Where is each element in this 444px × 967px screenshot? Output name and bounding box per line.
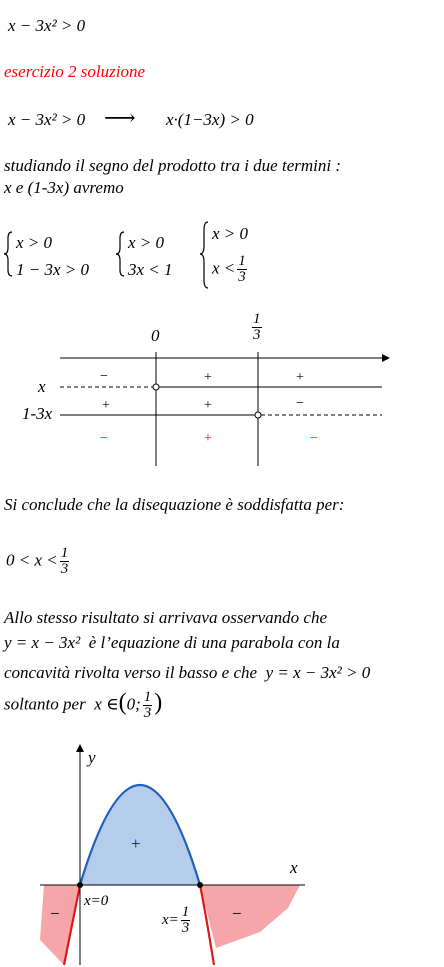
sys1-row2: 1 − 3x > 0 <box>16 260 89 279</box>
root-13 <box>197 882 203 888</box>
brace-2 <box>116 232 124 276</box>
conclusion: Si conclude che la disequazione è soddisfatta per: <box>4 495 345 514</box>
study-line-2: x e (1-3x) avremo <box>4 178 124 197</box>
parabola-line-3: concavità rivolta verso il basso e che y = x − 3x² > 0 <box>4 663 371 682</box>
f-sign-3: − <box>296 396 304 411</box>
solution: 0 < x < $\frac{1}{3}$ <box>6 545 69 577</box>
sys2-row2: 3x < 1 <box>128 260 173 279</box>
transform-left: x − 3x² > 0 <box>8 110 86 129</box>
y-axis-arrow <box>76 744 84 752</box>
prod-sign-2: + <box>204 431 212 446</box>
root-0-label: x=0 <box>84 893 109 909</box>
axis-arrow <box>382 354 390 362</box>
parabola-line-4: soltanto per x ∈(0; $\frac{1}{3}$ ) <box>4 689 163 721</box>
graph-minus-left: − <box>50 904 60 923</box>
x-sign-1: − <box>100 369 108 384</box>
graph-x-label: x <box>290 858 298 877</box>
f-sign-2: + <box>204 398 212 413</box>
neg-region-left <box>40 885 80 965</box>
parabola-line-1: Allo stesso risultato si arrivava osservando che <box>4 608 327 627</box>
point-0: 0 <box>151 326 160 345</box>
sys3-row2: x < $\frac{1}{3}$ <box>212 253 246 285</box>
sys3-row1: x > 0 <box>212 224 249 243</box>
x-sign-2: + <box>204 370 212 385</box>
root-0 <box>77 882 83 888</box>
x-zero-circle <box>153 384 159 390</box>
f-sign-1: + <box>102 398 110 413</box>
prod-sign-3: − <box>310 431 318 446</box>
x-sign-3: + <box>296 370 304 385</box>
row-1m3x-label: 1-3x <box>22 404 53 423</box>
graph-minus-right: − <box>232 904 242 923</box>
transform-right: x·(1−3x) > 0 <box>166 110 254 129</box>
exercise-heading: esercizio 2 soluzione <box>4 62 146 81</box>
row-x-label: x <box>38 377 46 396</box>
sys1-row1: x > 0 <box>16 233 53 252</box>
arrow-icon: ⟶ <box>104 105 136 130</box>
study-line-1: studiando il segno del prodotto tra i due termini : <box>4 156 341 175</box>
sys2-row1: x > 0 <box>128 233 165 252</box>
graph-y-label: y <box>88 748 96 767</box>
neg-region-right <box>200 885 300 948</box>
point-13: $\frac{1}{3}$ <box>253 311 261 343</box>
graph-plus: + <box>131 834 141 853</box>
brace-3 <box>200 222 208 288</box>
root-13-label: x= $\frac{1}{3}$ <box>162 904 190 936</box>
parabola-line-2: y = x − 3x² è l’equazione di una parabola con la <box>4 633 340 652</box>
f-zero-circle <box>255 412 261 418</box>
inequality: x − 3x² > 0 <box>8 16 86 35</box>
prod-sign-1: − <box>100 431 108 446</box>
brace-1 <box>4 232 12 276</box>
